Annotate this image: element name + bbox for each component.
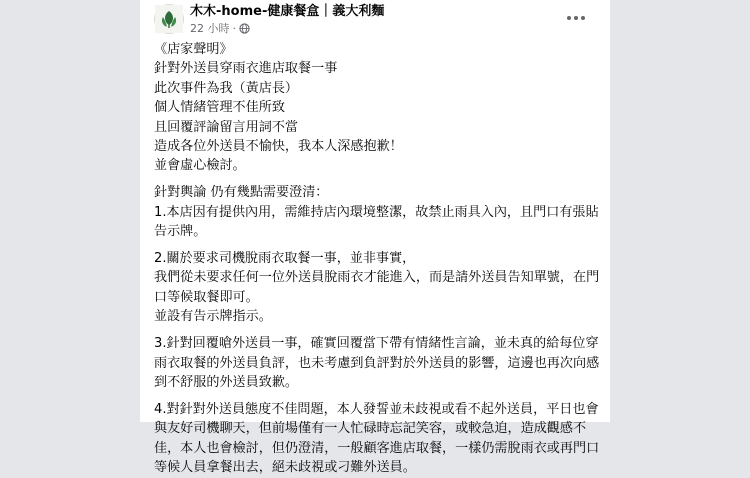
post-line: 並會虛心檢討。 bbox=[154, 158, 246, 174]
post-line: 2.關於要求司機脫雨衣取餐一事，並非事實， bbox=[154, 251, 416, 267]
globe-icon bbox=[239, 23, 250, 34]
post-line: 3.針對回覆嗆外送員一事，確實回覆當下帶有情緒性言論，並未真的給每位穿 bbox=[154, 336, 599, 352]
post-line: 針對外送員穿雨衣進店取餐一事 bbox=[154, 61, 338, 77]
post-line: 等候人員拿餐出去，絕未歧視或刁難外送員。 bbox=[154, 460, 416, 476]
more-horizontal-icon bbox=[564, 8, 588, 28]
post-card bbox=[140, 0, 610, 476]
leaf-logo-icon bbox=[155, 5, 183, 33]
post-line: 4.對針對外送員態度不佳問題，本人發誓並未歧視或看不起外送員，平日也會 bbox=[154, 401, 599, 417]
post-line: 此次事件為我（黃店長） bbox=[154, 80, 299, 96]
post-message bbox=[154, 40, 604, 478]
post-line: 口等候取餐即可。 bbox=[154, 289, 259, 305]
post-line: 與友好司機聊天，但前場僅有一人忙碌時忘記笑容，或較急迫，造成觀感不 bbox=[154, 421, 587, 437]
post-line: 《店家聲明》 bbox=[154, 42, 233, 57]
post-header bbox=[154, 4, 604, 40]
post-line: 1.本店因有提供內用，需維持店內環境整潔，故禁止雨具入內，且門口有張貼 bbox=[154, 204, 599, 220]
post-line: 到不舒服的外送員致歉。 bbox=[154, 375, 299, 390]
post-line: 且回覆評論留言用詞不當 bbox=[154, 119, 299, 135]
page-name-link[interactable]: 木木-home-健康餐盒｜義大利麵 bbox=[190, 4, 385, 19]
post-options-button[interactable] bbox=[564, 8, 588, 28]
post-line: 我們從未要求任何一位外送員脫雨衣才能進入，而是請外送員告知單號，在門 bbox=[154, 270, 600, 286]
post-timestamp[interactable]: 22 小時 bbox=[190, 22, 230, 35]
post-line: 雨衣取餐的外送員負評，也未考慮到負評對於外送員的影響，這邊也再次向感 bbox=[154, 355, 600, 371]
post-line: 針對輿論 仍有幾點需要澄清： bbox=[154, 185, 329, 201]
post-line: 佳，本人也會檢討，但仍澄清，一般顧客進店取餐，一樣仍需脫雨衣或再門口 bbox=[154, 440, 600, 456]
post-line: 告示牌。 bbox=[154, 224, 207, 240]
meta-separator: · bbox=[232, 22, 236, 35]
post-line: 個人情緒管理不佳所致 bbox=[154, 100, 285, 116]
page-avatar[interactable] bbox=[154, 4, 184, 34]
post-meta bbox=[190, 22, 250, 36]
post-line: 造成各位外送員不愉快，我本人深感抱歉！ bbox=[154, 139, 403, 155]
post-line: 並設有告示牌指示。 bbox=[154, 309, 272, 325]
